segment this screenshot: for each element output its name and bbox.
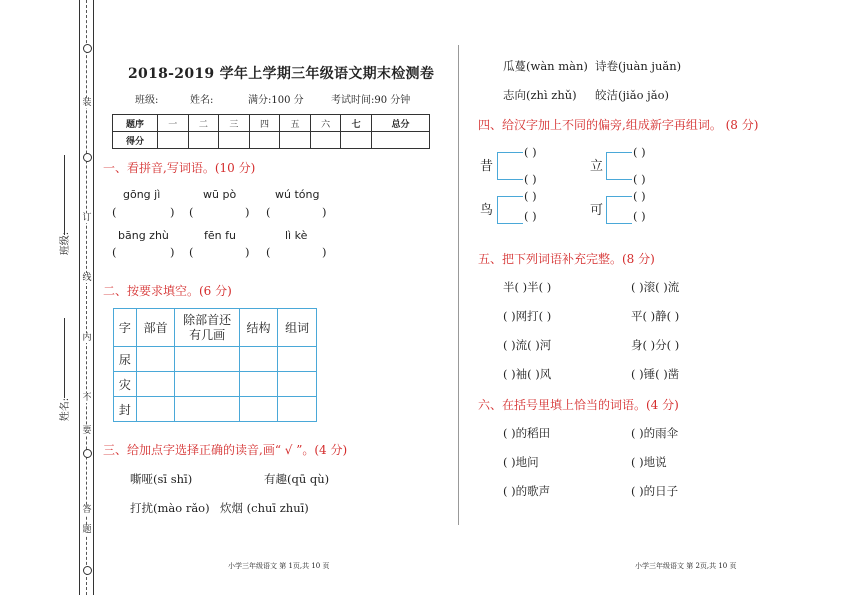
phrase-blank[interactable]: ( )的稻田	[503, 426, 551, 440]
bracket-icon	[497, 152, 498, 179]
score-table-header-row	[113, 115, 430, 132]
section1-title: 一、看拼音,写词语。(10 分)	[103, 161, 256, 175]
pinyin-item: wū pò	[203, 188, 237, 201]
binding-char: 不	[82, 393, 92, 403]
radical-char: 封	[114, 397, 137, 422]
answer-cell[interactable]	[175, 397, 239, 422]
answer-paren-close: )	[170, 205, 175, 219]
bracket-line	[606, 196, 632, 197]
answer-cell[interactable]	[175, 347, 239, 372]
answer-blank[interactable]: ( )	[633, 209, 646, 223]
bracket-icon	[606, 152, 607, 179]
phrase-blank[interactable]: ( )地问	[503, 455, 539, 469]
bracket-icon	[497, 196, 498, 223]
radical-char: 灾	[114, 372, 137, 397]
reading-item[interactable]: 诗卷(juàn juǎn)	[595, 59, 682, 73]
bracket-line	[606, 152, 632, 153]
reading-item[interactable]: 炊烟 (chuī zhuī)	[220, 501, 309, 515]
base-char: 昔	[480, 159, 494, 174]
score-cell: 总分	[371, 115, 429, 132]
score-cell: 六	[310, 115, 341, 132]
pinyin-item: lì kè	[285, 229, 308, 242]
score-input-cell[interactable]	[188, 132, 219, 149]
bracket-line	[497, 196, 523, 197]
answer-cell[interactable]	[239, 397, 278, 422]
binding-hole	[83, 153, 92, 162]
score-input-cell[interactable]	[158, 132, 189, 149]
pinyin-item: gōng jì	[123, 188, 161, 201]
idiom-blank[interactable]: 身( )分( )	[631, 338, 680, 352]
reading-item[interactable]: 嘶哑(sī shī)	[130, 472, 193, 486]
phrase-blank[interactable]: ( )的雨伞	[631, 426, 679, 440]
answer-blank[interactable]: ( )	[524, 172, 537, 186]
score-cell: 五	[280, 115, 311, 132]
footer-right: 小学三年级语文 第 2页,共 10 页	[635, 562, 737, 570]
answer-paren-close: )	[322, 205, 327, 219]
idiom-blank[interactable]: ( )网打( )	[503, 309, 552, 323]
radical-table-row	[114, 397, 317, 422]
header-line: 除部首还	[183, 312, 232, 327]
radical-table-row	[114, 347, 317, 372]
score-cell: 七	[341, 115, 372, 132]
score-input-cell[interactable]	[371, 132, 429, 149]
section3-title: 三、给加点字选择正确的读音,画“ √ ”。(4 分)	[103, 443, 348, 457]
reading-item[interactable]: 瓜蔓(wàn màn)	[503, 59, 588, 73]
binding-char: 要	[82, 426, 92, 436]
name-write-line	[64, 318, 65, 398]
header-line: 有几画	[189, 327, 226, 342]
reading-item[interactable]: 打扰(mào rǎo)	[130, 501, 210, 515]
answer-blank[interactable]: ( )	[524, 209, 537, 223]
bracket-line	[497, 223, 523, 224]
pinyin-item: wú tóng	[275, 188, 320, 201]
score-input-cell[interactable]	[341, 132, 372, 149]
idiom-blank[interactable]: ( )袖( )风	[503, 367, 552, 381]
answer-cell[interactable]	[175, 372, 239, 397]
page-title: 2018-2019 学年上学期三年级语文期末检测卷	[128, 66, 435, 82]
binding-char: 装	[82, 98, 92, 108]
name-label: 姓名:	[190, 95, 214, 106]
radical-table-header	[114, 309, 317, 347]
answer-cell[interactable]	[278, 347, 317, 372]
idiom-blank[interactable]: ( )滚( )流	[631, 280, 680, 294]
score-input-cell[interactable]	[249, 132, 280, 149]
bracket-icon	[606, 196, 607, 223]
base-char: 可	[590, 203, 604, 218]
score-cell: 四	[249, 115, 280, 132]
footer-left: 小学三年级语文 第 1页,共 10 页	[228, 562, 330, 570]
score-input-cell[interactable]	[280, 132, 311, 149]
answer-blank[interactable]: ( )	[633, 145, 646, 159]
binding-line-outer	[79, 0, 80, 595]
base-char: 立	[590, 159, 604, 174]
score-cell: 三	[219, 115, 250, 132]
answer-blank[interactable]: ( )	[633, 172, 646, 186]
answer-cell[interactable]	[278, 372, 317, 397]
score-table-score-row	[113, 132, 430, 149]
full-score: 满分:100 分	[248, 95, 304, 106]
binding-char: 答	[82, 505, 92, 515]
idiom-blank[interactable]: 平( )静( )	[631, 309, 680, 323]
pinyin-item: fēn fu	[204, 229, 236, 242]
name-label-vertical: 姓名:	[60, 397, 72, 422]
phrase-blank[interactable]: ( )的日子	[631, 484, 679, 498]
score-table	[112, 114, 430, 149]
radical-table-header-cell: 字	[114, 309, 137, 347]
binding-line-inner	[93, 0, 94, 595]
answer-paren-close: )	[322, 245, 327, 259]
answer-paren-close: )	[170, 245, 175, 259]
base-char: 鸟	[480, 203, 494, 218]
answer-cell[interactable]	[239, 347, 278, 372]
binding-hole	[83, 566, 92, 575]
radical-table-header-cell: 结构	[239, 309, 278, 347]
phrase-blank[interactable]: ( )地说	[631, 455, 667, 469]
radical-table-row	[114, 372, 317, 397]
bracket-line	[497, 152, 523, 153]
binding-char: 内	[82, 333, 92, 343]
binding-hole	[83, 449, 92, 458]
answer-cell[interactable]	[136, 347, 175, 372]
answer-paren-close: )	[245, 245, 250, 259]
radical-table-header-cell	[175, 309, 239, 347]
phrase-blank[interactable]: ( )的歌声	[503, 484, 551, 498]
answer-cell[interactable]	[136, 372, 175, 397]
answer-paren-open: (	[189, 205, 194, 219]
answer-paren-close: )	[245, 205, 250, 219]
score-input-cell[interactable]	[310, 132, 341, 149]
answer-paren-open: (	[112, 245, 117, 259]
class-label-vertical: 班级:	[60, 231, 72, 256]
score-cell: 题序	[113, 115, 158, 132]
pinyin-item: bāng zhù	[118, 229, 169, 242]
reading-item[interactable]: 皎洁(jiǎo jǎo)	[595, 88, 669, 102]
binding-char: 订	[82, 213, 92, 223]
idiom-blank[interactable]: ( )流( )河	[503, 338, 552, 352]
score-row-label: 得分	[113, 132, 158, 149]
bracket-line	[606, 179, 632, 180]
answer-paren-open: (	[266, 205, 271, 219]
idiom-blank[interactable]: ( )锤( )凿	[631, 367, 680, 381]
score-cell: 二	[188, 115, 219, 132]
answer-cell[interactable]	[278, 397, 317, 422]
idiom-blank[interactable]: 半( )半( )	[503, 280, 552, 294]
binding-hole	[83, 44, 92, 53]
binding-char: 题	[82, 525, 92, 535]
reading-item[interactable]: 志向(zhì zhǔ)	[503, 88, 577, 102]
answer-paren-open: (	[112, 205, 117, 219]
bracket-line	[497, 179, 523, 180]
answer-paren-open: (	[189, 245, 194, 259]
answer-cell[interactable]	[239, 372, 278, 397]
class-write-line	[64, 155, 65, 235]
section4-title: 四、给汉字加上不同的偏旁,组成新字再组词。 (8 分)	[478, 118, 759, 132]
answer-blank[interactable]: ( )	[524, 145, 537, 159]
answer-cell[interactable]	[136, 397, 175, 422]
answer-paren-open: (	[266, 245, 271, 259]
exam-time: 考试时间:90 分钟	[331, 95, 411, 106]
reading-item[interactable]: 有趣(qū qù)	[264, 472, 330, 486]
answer-blank[interactable]: ( )	[633, 189, 646, 203]
section2-title: 二、按要求填空。(6 分)	[103, 284, 232, 298]
class-label: 班级:	[135, 95, 159, 106]
radical-table-header-cell: 部首	[136, 309, 175, 347]
column-divider	[458, 45, 459, 525]
score-cell: 一	[158, 115, 189, 132]
radical-char: 尿	[114, 347, 137, 372]
radical-table-header-cell: 组词	[278, 309, 317, 347]
answer-blank[interactable]: ( )	[524, 189, 537, 203]
section6-title: 六、在括号里填上恰当的词语。(4 分)	[478, 398, 679, 412]
score-input-cell[interactable]	[219, 132, 250, 149]
binding-char: 线	[82, 273, 92, 283]
radical-table	[113, 308, 317, 422]
bracket-line	[606, 223, 632, 224]
section5-title: 五、把下列词语补充完整。(8 分)	[478, 252, 655, 266]
